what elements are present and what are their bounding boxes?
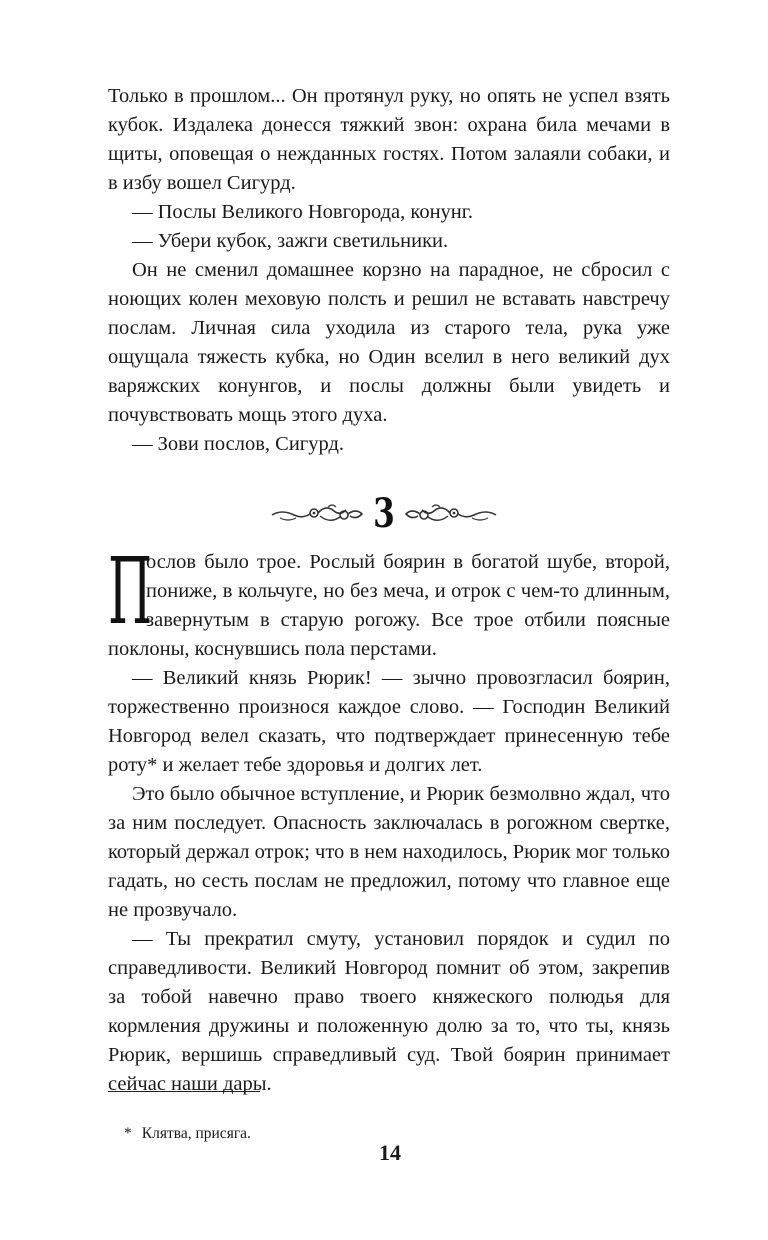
dialogue-line: — Ты прекратил смуту, установил порядок и судил по справедливости. Великий Новгород помнит об этом, закрепив за тобой навечно право твоего княжеского полюдья для кормления дружины и положенную долю за то, что ты, князь Рюрик, вершишь справедливый суд. Твой боярин принимает сейчас наши дары. [108,928,670,1095]
flourish-left-icon [270,502,364,526]
chapter-number: 3 [373,490,395,537]
opening-paragraph-text: ослов было трое. Рослый боярин в богатой шубе, второй, пониже, в кольчуге, но без меча, и отрок с чем-то длинным, завернутым в старую рогожу. Все трое отбили поясные поклоны, коснувшись пола перстами. [108,551,670,660]
chapter-text-block [108,538,670,1099]
page-number: 14 [379,1140,401,1165]
dialogue-line: — Послы Великого Новгорода, конунг. [132,201,473,223]
paragraph: Только в прошлом... Он протянул руку, но опять не успел взять кубок. Издалека донесся тяжкий звон: охрана била мечами в щиты, оповещая о нежданных гостях. Потом залаяли собаки, и в избу вошел Сигурд. [108,85,670,194]
footnote-mark: * [124,1125,132,1142]
dialogue-line: — Великий князь Рюрик! — зычно провозгласил боярин, торжественно произнося каждое слово. — Господин Великий Новгород велел сказать, что подтверждает принесенную тебе роту* и желает тебе здоровья и долгих лет. [108,667,670,776]
footnote-divider [108,1091,260,1092]
top-text-block [108,82,670,459]
chapter-heading [270,488,498,544]
flourish-right-icon [404,502,498,526]
dialogue-line: — Убери кубок, зажги светильники. [132,230,449,252]
drop-cap: П [108,538,153,645]
paragraph: Он не сменил домашнее корзно на парадное, не сбросил с ноющих колен меховую полсть и решил не вставать навстречу послам. Личная сила уходила из старого тела, рука уже ощущала тяжесть кубка, но Один вселил в него великий дух варяжских конунгов, и послы должны были увидеть и почувствовать мощь этого духа. [108,259,670,426]
dialogue-line: — Зови послов, Сигурд. [132,433,344,455]
footnote [124,1124,251,1144]
opening-paragraph [108,538,670,664]
footnote-text: Клятва, присяга. [141,1125,251,1142]
paragraph: Это было обычное вступление, и Рюрик безмолвно ждал, что за ним последует. Опасность заключалась в рогожном свертке, который держал отрок; что в нем находилось, Рюрик мог только гадать, но сесть послам не предложил, потому что главное еще не прозвучало. [108,783,670,921]
